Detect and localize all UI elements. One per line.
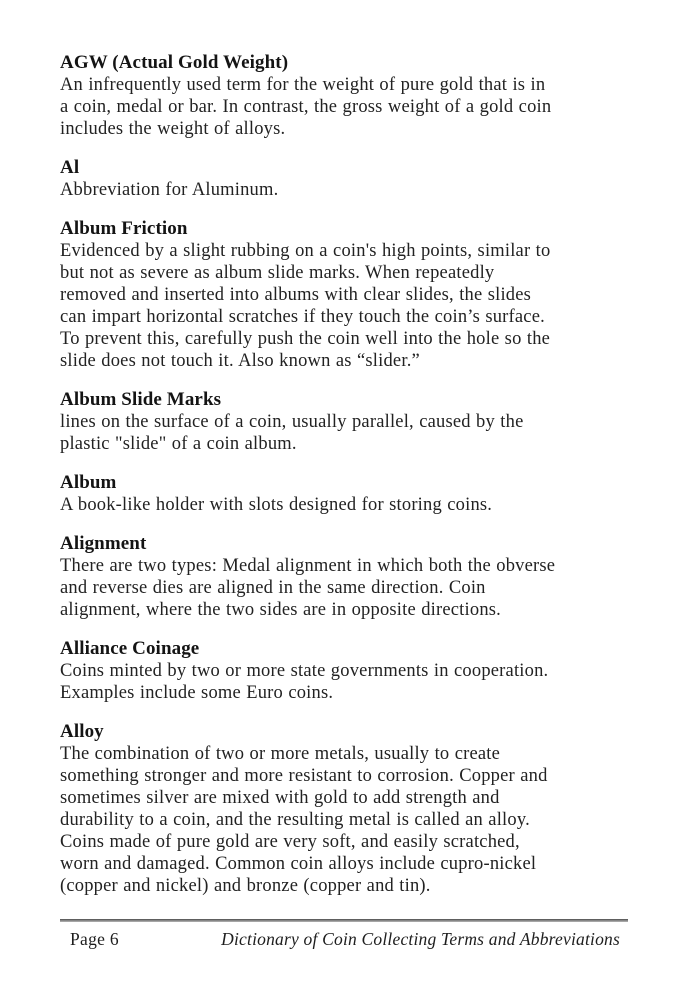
definition-line: lines on the surface of a coin, usually parallel, caused by the bbox=[60, 412, 524, 432]
footer-divider bbox=[60, 919, 628, 922]
definition-line: plastic "slide" of a coin album. bbox=[60, 434, 297, 454]
definition-line: something stronger and more resistant to corrosion. Copper and bbox=[60, 766, 548, 786]
definition-line: worn and damaged. Common coin alloys include cupro-nickel bbox=[60, 854, 537, 874]
term-heading: Alignment bbox=[60, 533, 147, 554]
term-definition bbox=[60, 240, 636, 372]
definition-line: To prevent this, carefully push the coin well into the hole so the bbox=[60, 329, 551, 349]
definition-line: can impart horizontal scratches if they touch the coin’s surface. bbox=[60, 307, 545, 327]
term-heading: Album Slide Marks bbox=[60, 389, 222, 410]
book-title: Dictionary of Coin Collecting Terms and Abbreviations bbox=[221, 929, 620, 949]
term-definition bbox=[60, 74, 636, 140]
definition-line: There are two types: Medal alignment in which both the obverse bbox=[60, 556, 556, 576]
definition-line: Evidenced by a slight rubbing on a coin's high points, similar to bbox=[60, 241, 551, 261]
glossary-entry bbox=[60, 156, 636, 201]
definition-line: and reverse dies are aligned in the same direction. Coin bbox=[60, 578, 486, 598]
term-heading: Al bbox=[60, 157, 80, 178]
definition-line: An infrequently used term for the weight of pure gold that is in bbox=[60, 75, 546, 95]
definition-line: includes the weight of alloys. bbox=[60, 119, 286, 139]
definition-line: Coins made of pure gold are very soft, and easily scratched, bbox=[60, 832, 520, 852]
glossary-entry bbox=[60, 388, 636, 455]
page-footer bbox=[60, 919, 628, 950]
term-heading: Alliance Coinage bbox=[60, 638, 200, 659]
definition-line: Coins minted by two or more state governments in cooperation. bbox=[60, 661, 549, 681]
definition-line: Abbreviation for Aluminum. bbox=[60, 180, 279, 200]
term-definition bbox=[60, 555, 636, 621]
term-definition bbox=[60, 179, 636, 201]
term-heading: Album bbox=[60, 472, 117, 493]
glossary-entry bbox=[60, 217, 636, 372]
term-heading: AGW (Actual Gold Weight) bbox=[60, 52, 289, 73]
glossary-entry bbox=[60, 51, 636, 140]
definition-line: sometimes silver are mixed with gold to add strength and bbox=[60, 788, 500, 808]
glossary-entry bbox=[60, 532, 636, 621]
glossary-entry bbox=[60, 637, 636, 704]
term-definition bbox=[60, 660, 636, 704]
term-definition bbox=[60, 743, 636, 897]
term-definition bbox=[60, 494, 636, 516]
definition-line: a coin, medal or bar. In contrast, the gross weight of a gold coin bbox=[60, 97, 552, 117]
definition-line: removed and inserted into albums with clear slides, the slides bbox=[60, 285, 532, 305]
definition-line: but not as severe as album slide marks. When repeatedly bbox=[60, 263, 495, 283]
glossary-entry bbox=[60, 471, 636, 516]
definition-line: durability to a coin, and the resulting metal is called an alloy. bbox=[60, 810, 530, 830]
definition-line: Examples include some Euro coins. bbox=[60, 683, 334, 703]
definition-line: The combination of two or more metals, usually to create bbox=[60, 744, 501, 764]
definition-line: alignment, where the two sides are in opposite directions. bbox=[60, 600, 501, 620]
definition-line: (copper and nickel) and bronze (copper and tin). bbox=[60, 876, 431, 896]
term-heading: Album Friction bbox=[60, 218, 188, 239]
term-definition bbox=[60, 411, 636, 455]
definition-line: A book-like holder with slots designed for storing coins. bbox=[60, 495, 493, 515]
definition-line: slide does not touch it. Also known as “slider.” bbox=[60, 351, 420, 371]
footer-text-row bbox=[60, 929, 628, 950]
glossary-entries bbox=[60, 51, 636, 913]
term-heading: Alloy bbox=[60, 721, 104, 742]
glossary-entry bbox=[60, 720, 636, 897]
page-number: Page 6 bbox=[70, 929, 119, 949]
